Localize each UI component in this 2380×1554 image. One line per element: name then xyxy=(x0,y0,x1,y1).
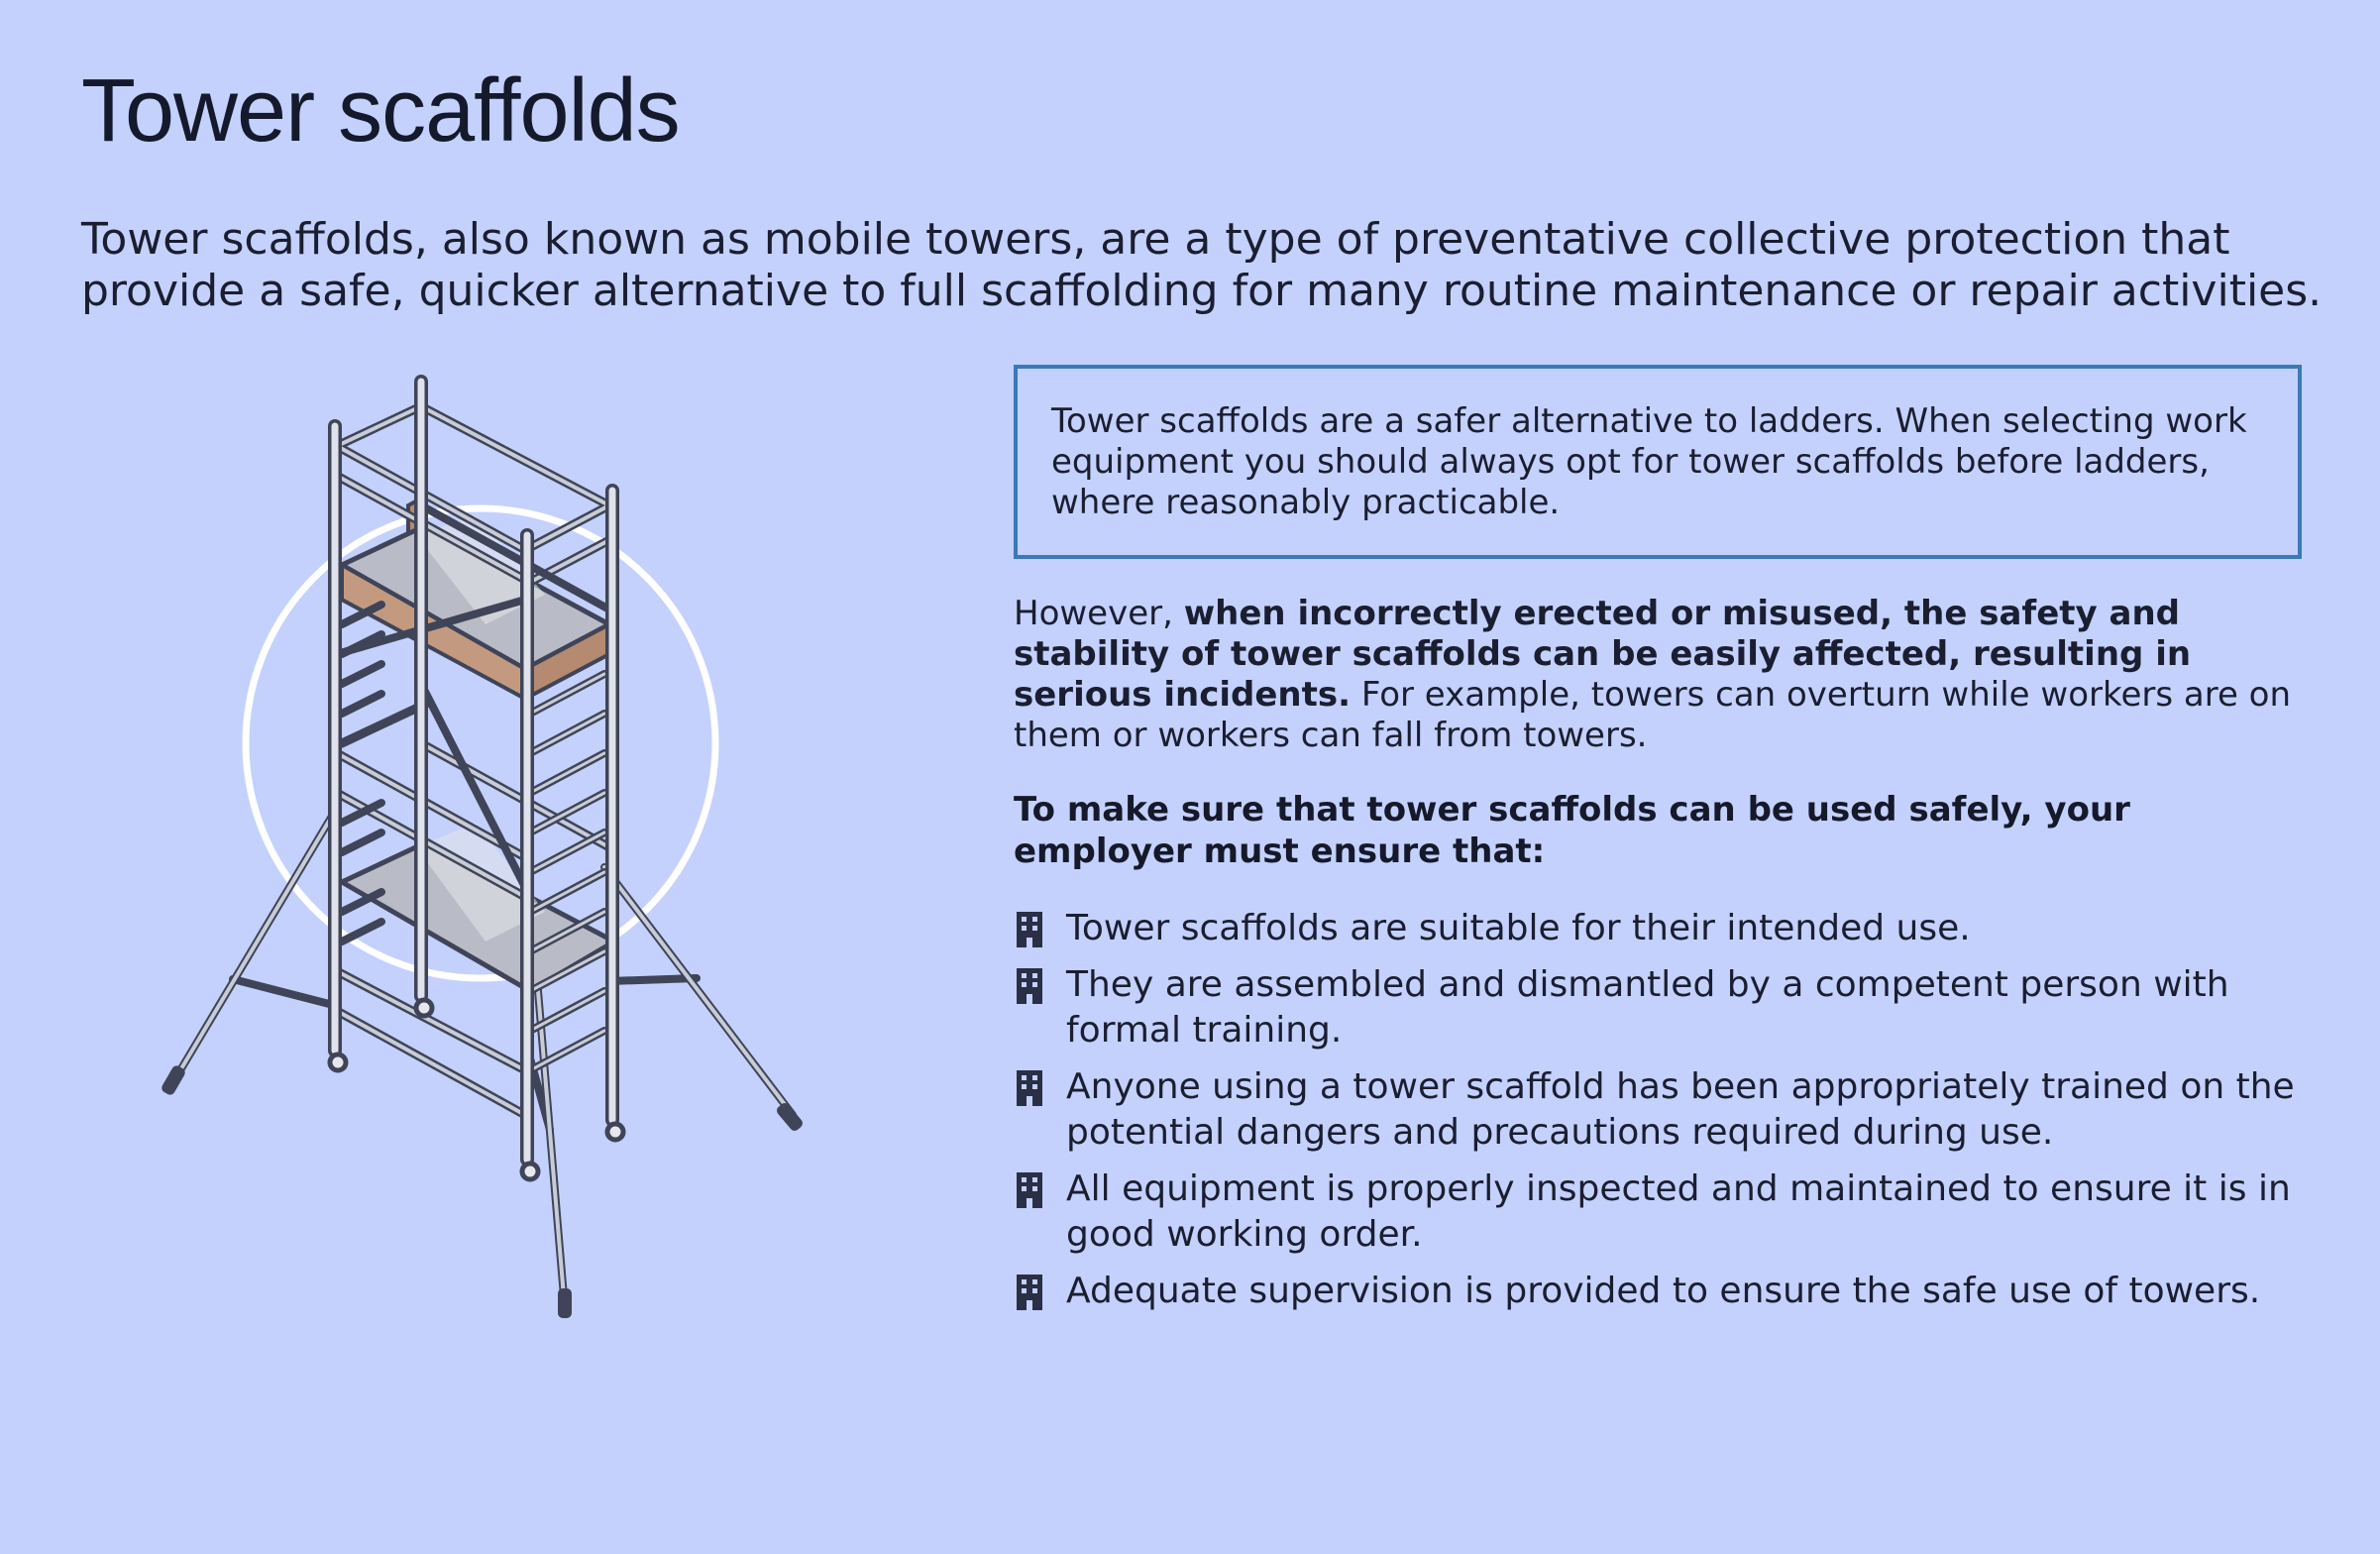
list-item-text: Anyone using a tower scaffold has been appropriately trained on the potential dangers and precautions required during use. xyxy=(1066,1066,2295,1153)
building-icon xyxy=(1014,911,1045,948)
list-item xyxy=(1014,962,2302,1054)
list-item-text: Tower scaffolds are suitable for their intended use. xyxy=(1066,908,1971,948)
intro-paragraph: Tower scaffolds, also known as mobile towers, are a type of preventative collective protection that provide a safe, quicker alternative to full scaffolding for many routine maintenance or repair activities. xyxy=(81,214,2323,316)
content-column xyxy=(1014,365,2302,1325)
callout-box xyxy=(1014,365,2302,559)
tower-scaffold-illustration xyxy=(149,357,842,1328)
list-item xyxy=(1014,906,2302,951)
page-title: Tower scaffolds xyxy=(81,61,680,161)
requirements-heading: To make sure that tower scaffolds can be used safely, your employer must ensure that: xyxy=(1014,790,2130,871)
requirements-list xyxy=(1014,906,2302,1314)
list-item-text: All equipment is properly inspected and maintained to ensure it is in good working order. xyxy=(1066,1168,2291,1255)
building-icon xyxy=(1014,1274,1045,1311)
warning-paragraph xyxy=(1014,594,2302,756)
list-item-text: Adequate supervision is provided to ensure the safe use of towers. xyxy=(1066,1271,2261,1311)
list-item xyxy=(1014,1064,2302,1156)
building-icon xyxy=(1014,1171,1045,1209)
building-icon xyxy=(1014,967,1045,1005)
callout-text: Tower scaffolds are a safer alternative to ladders. When selecting work equipment you should always opt for tower scaffolds before ladders, where reasonably practicable. xyxy=(1051,401,2247,522)
list-item-text: They are assembled and dismantled by a competent person with formal training. xyxy=(1066,964,2229,1051)
warning-lead: However, xyxy=(1014,594,1184,633)
list-item xyxy=(1014,1166,2302,1258)
warning-emphasis: when incorrectly erected or misused, the safety and stability of tower scaffolds can be easily affected, resulting in serious incidents. xyxy=(1014,594,2192,715)
building-icon xyxy=(1014,1069,1045,1107)
warning-tail: For example, towers can overturn while workers are on them or workers can fall from towers. xyxy=(1014,675,2292,755)
list-item xyxy=(1014,1269,2302,1314)
